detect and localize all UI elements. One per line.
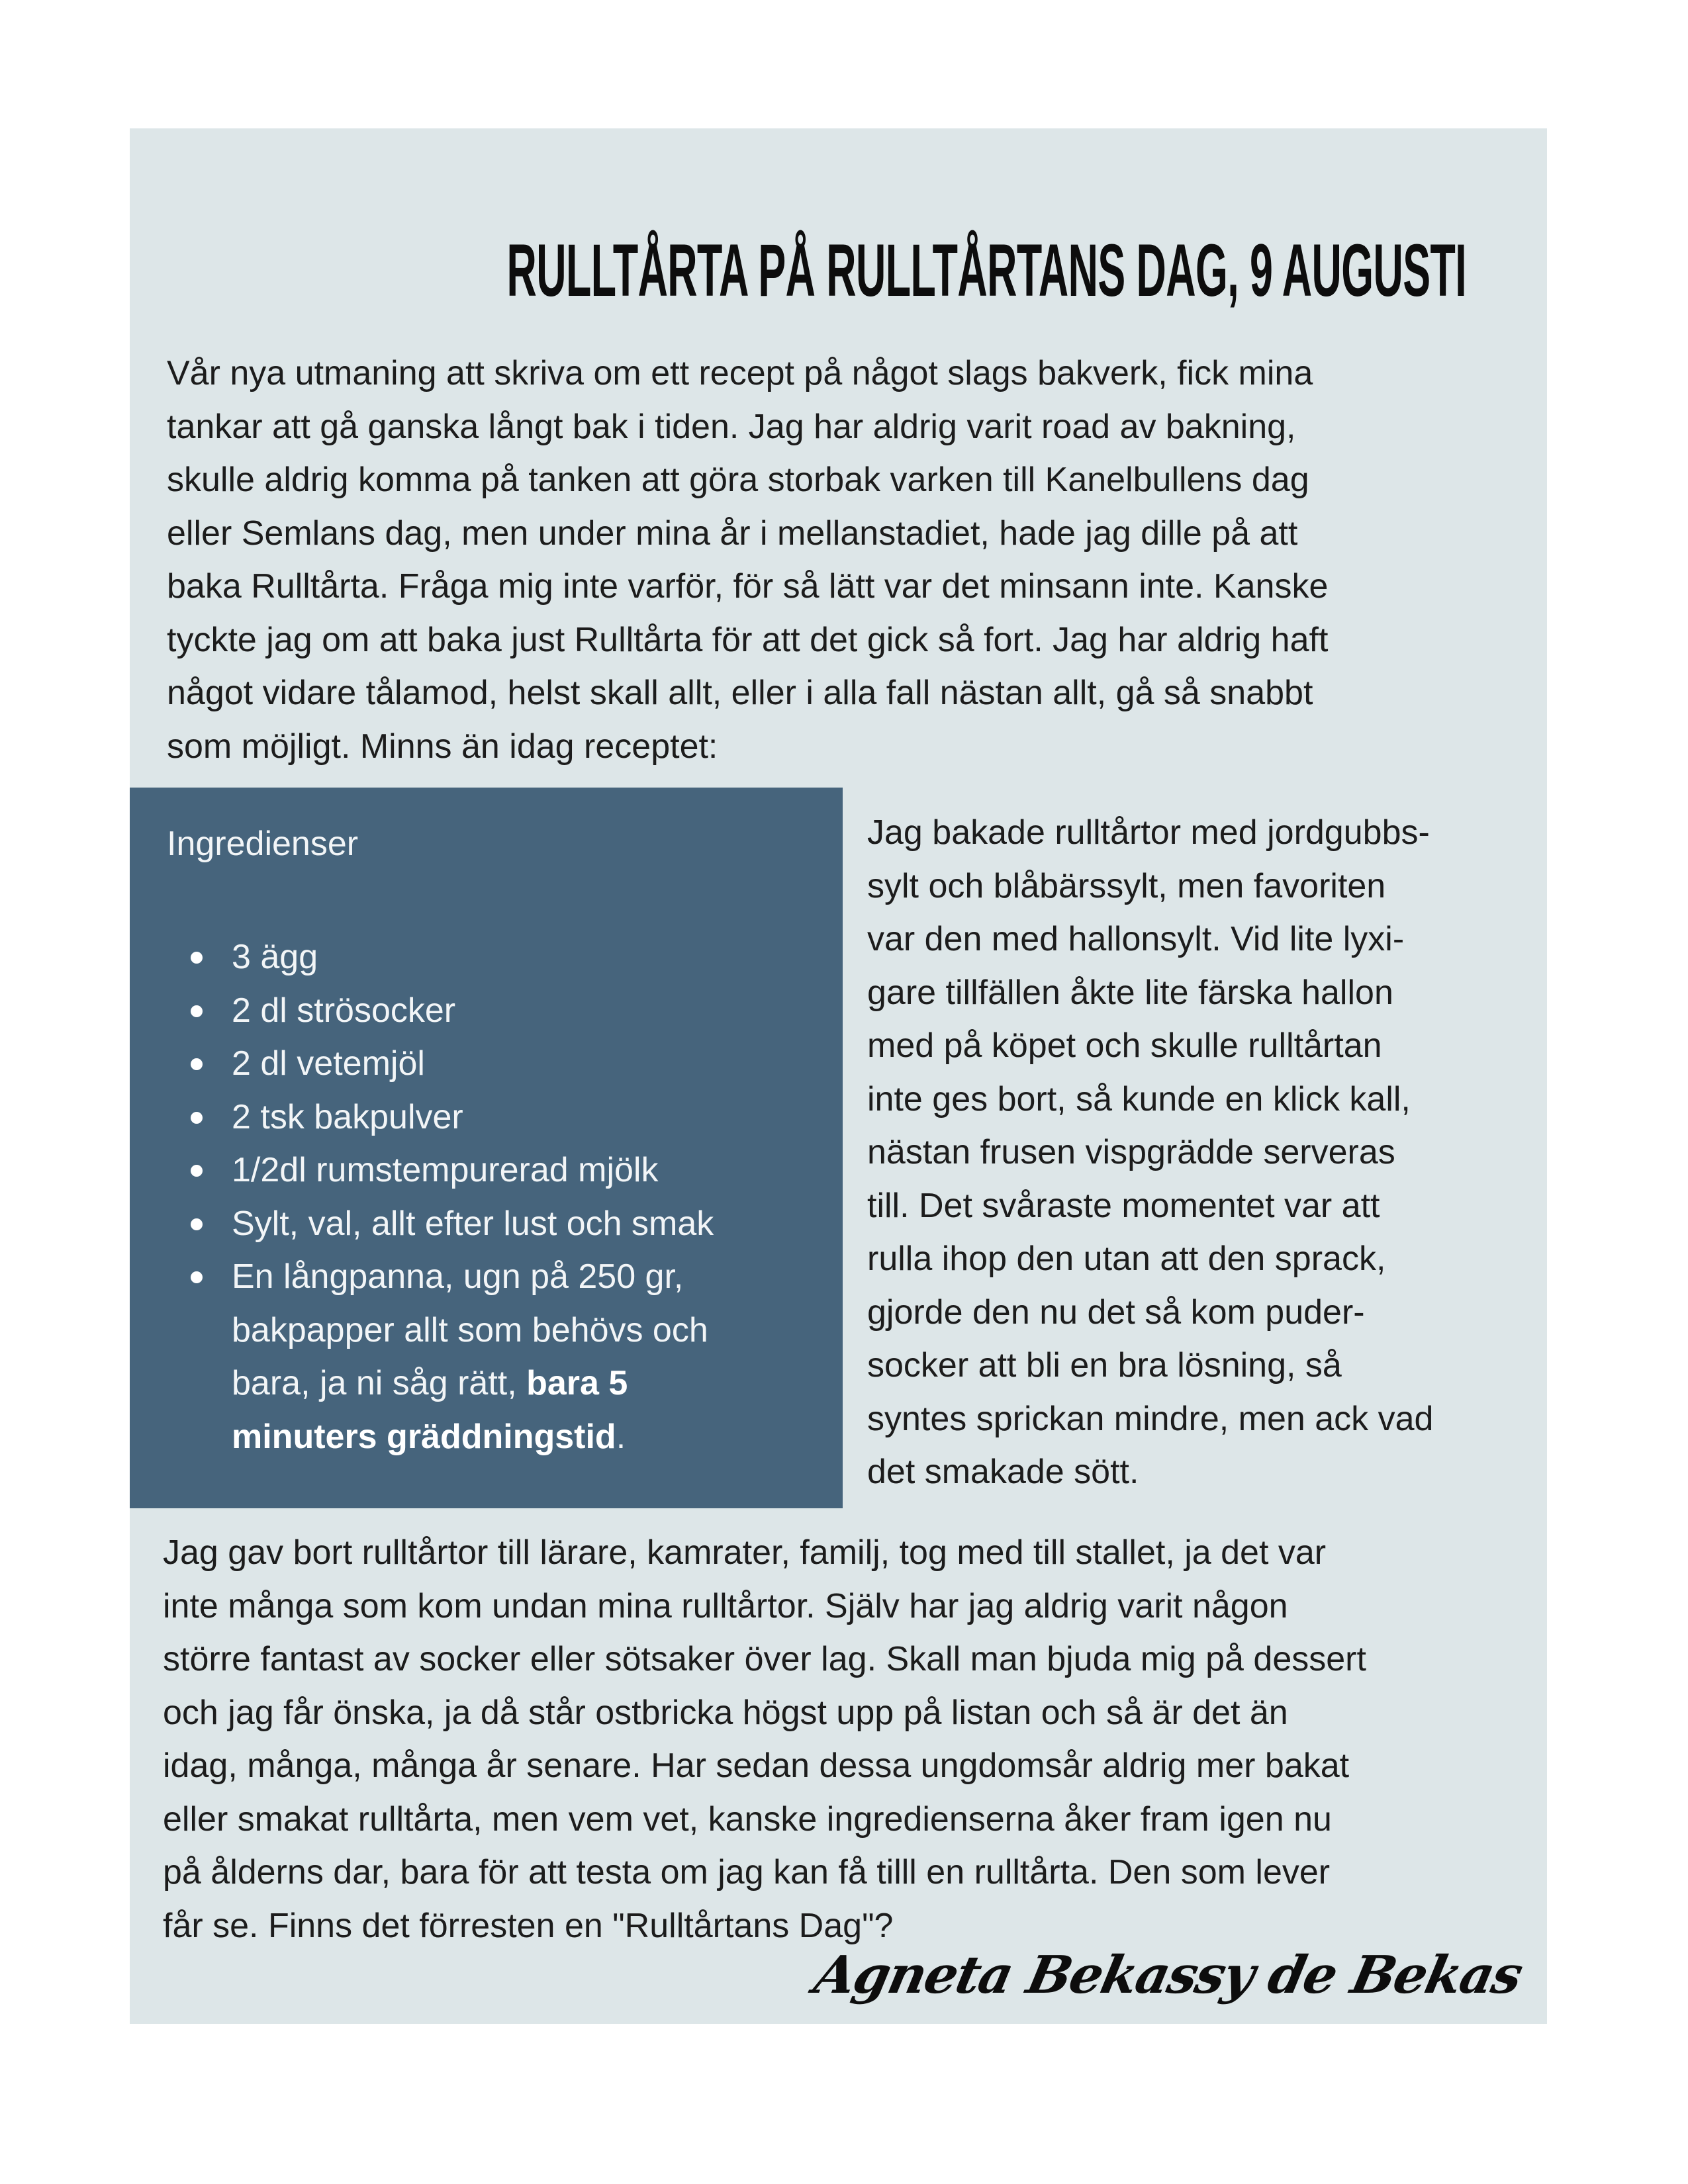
text-line: med på köpet och skulle rulltårtan <box>867 1026 1382 1065</box>
article-panel <box>130 128 1547 2024</box>
text-line: som möjligt. Minns än idag receptet: <box>167 727 718 766</box>
intro-paragraph <box>167 347 1328 773</box>
list-item: 3 ägg <box>167 931 714 984</box>
text-line: nästan frusen vispgrädde serveras <box>867 1133 1395 1171</box>
list-item: 2 dl vetemjöl <box>167 1037 714 1091</box>
text-line: skulle aldrig komma på tanken att göra storbak varken till Kanelbullens dag <box>167 461 1309 499</box>
text-line: Jag bakade rulltårtor med jordgubbs- <box>867 813 1430 852</box>
text-line: baka Rulltårta. Fråga mig inte varför, för så lätt var det minsann inte. Kanske <box>167 567 1329 606</box>
text-line: Jag gav bort rulltårtor till lärare, kamrater, familj, tog med till stallet, ja det var <box>163 1533 1327 1572</box>
text-line: var den med hallonsylt. Vid lite lyxi- <box>867 920 1405 958</box>
text-line: gare tillfällen åkte lite färska hallon <box>867 973 1393 1012</box>
list-item: 2 tsk bakpulver <box>167 1091 714 1144</box>
side-paragraph <box>867 806 1433 1499</box>
ingredients-heading: Ingredienser <box>167 825 359 863</box>
outro-paragraph <box>163 1526 1366 1952</box>
list-item: 1/2dl rumstempurerad mjölk <box>167 1144 714 1197</box>
item-line: En långpanna, ugn på 250 gr, <box>232 1257 684 1296</box>
text-line: det smakade sött. <box>867 1453 1139 1491</box>
item-line <box>232 1410 714 1464</box>
item-text: . <box>616 1417 626 1456</box>
bold-text: bara 5 <box>526 1364 628 1402</box>
text-line: något vidare tålamod, helst skall allt, eller i alla fall nästan allt, gå så snabbt <box>167 674 1313 712</box>
text-line: sylt och blåbärssylt, men favoriten <box>867 866 1386 905</box>
text-line: socker att bli en bra lösning, så <box>867 1346 1342 1385</box>
text-line: eller smakat rulltårta, men vem vet, kanske ingredienserna åker fram igen nu <box>163 1799 1332 1839</box>
text-line: tankar att gå ganska långt bak i tiden. Jag har aldrig varit road av bakning, <box>167 407 1296 446</box>
text-line: och jag får önska, ja då står ostbricka högst upp på listan och så är det än <box>163 1693 1288 1732</box>
author-signature: Agneta Bekassy de Bekas <box>809 1945 1527 2005</box>
list-item: Sylt, val, allt efter lust och smak <box>167 1197 714 1251</box>
text-line: inte ges bort, så kunde en klick kall, <box>867 1079 1411 1118</box>
text-line: får se. Finns det förresten en "Rulltårtans Dag"? <box>163 1906 894 1945</box>
text-line: rulla ihop den utan att den sprack, <box>867 1240 1386 1278</box>
page-title <box>130 228 1547 313</box>
item-line: bakpapper allt som behövs och <box>232 1310 708 1349</box>
ingredients-list <box>167 931 714 1463</box>
text-line: till. Det svåraste momentet var att <box>867 1186 1380 1225</box>
item-text: bara, ja ni såg rätt, <box>232 1364 527 1402</box>
list-item: 2 dl strösocker <box>167 984 714 1038</box>
ingredients-box <box>130 788 843 1508</box>
text-line: inte många som kom undan mina rulltårtor. Själv har jag aldrig varit någon <box>163 1586 1288 1625</box>
item-line <box>232 1357 714 1410</box>
text-line: tyckte jag om att baka just Rulltårta för att det gick så fort. Jag har aldrig haft <box>167 620 1329 659</box>
text-line: eller Semlans dag, men under mina år i mellanstadiet, hade jag dille på att <box>167 514 1298 553</box>
text-line: Vår nya utmaning att skriva om ett recept på något slags bakverk, fick mina <box>167 354 1313 392</box>
list-item <box>167 1250 714 1463</box>
title-text: RULLTÅRTA PÅ RULLTÅRTANS DAG, 9 AUGUSTI <box>506 229 1467 312</box>
text-line: syntes sprickan mindre, men ack vad <box>867 1399 1434 1438</box>
bold-text: minuters gräddningstid <box>232 1417 616 1456</box>
text-line: på ålderns dar, bara för att testa om jag kan få tilll en rulltårta. Den som lever <box>163 1853 1331 1891</box>
text-line: gjorde den nu det så kom puder- <box>867 1293 1365 1332</box>
text-line: större fantast av socker eller sötsaker över lag. Skall man bjuda mig på dessert <box>163 1640 1366 1678</box>
text-line: idag, många, många år senare. Har sedan dessa ungdomsår aldrig mer bakat <box>163 1747 1350 1785</box>
